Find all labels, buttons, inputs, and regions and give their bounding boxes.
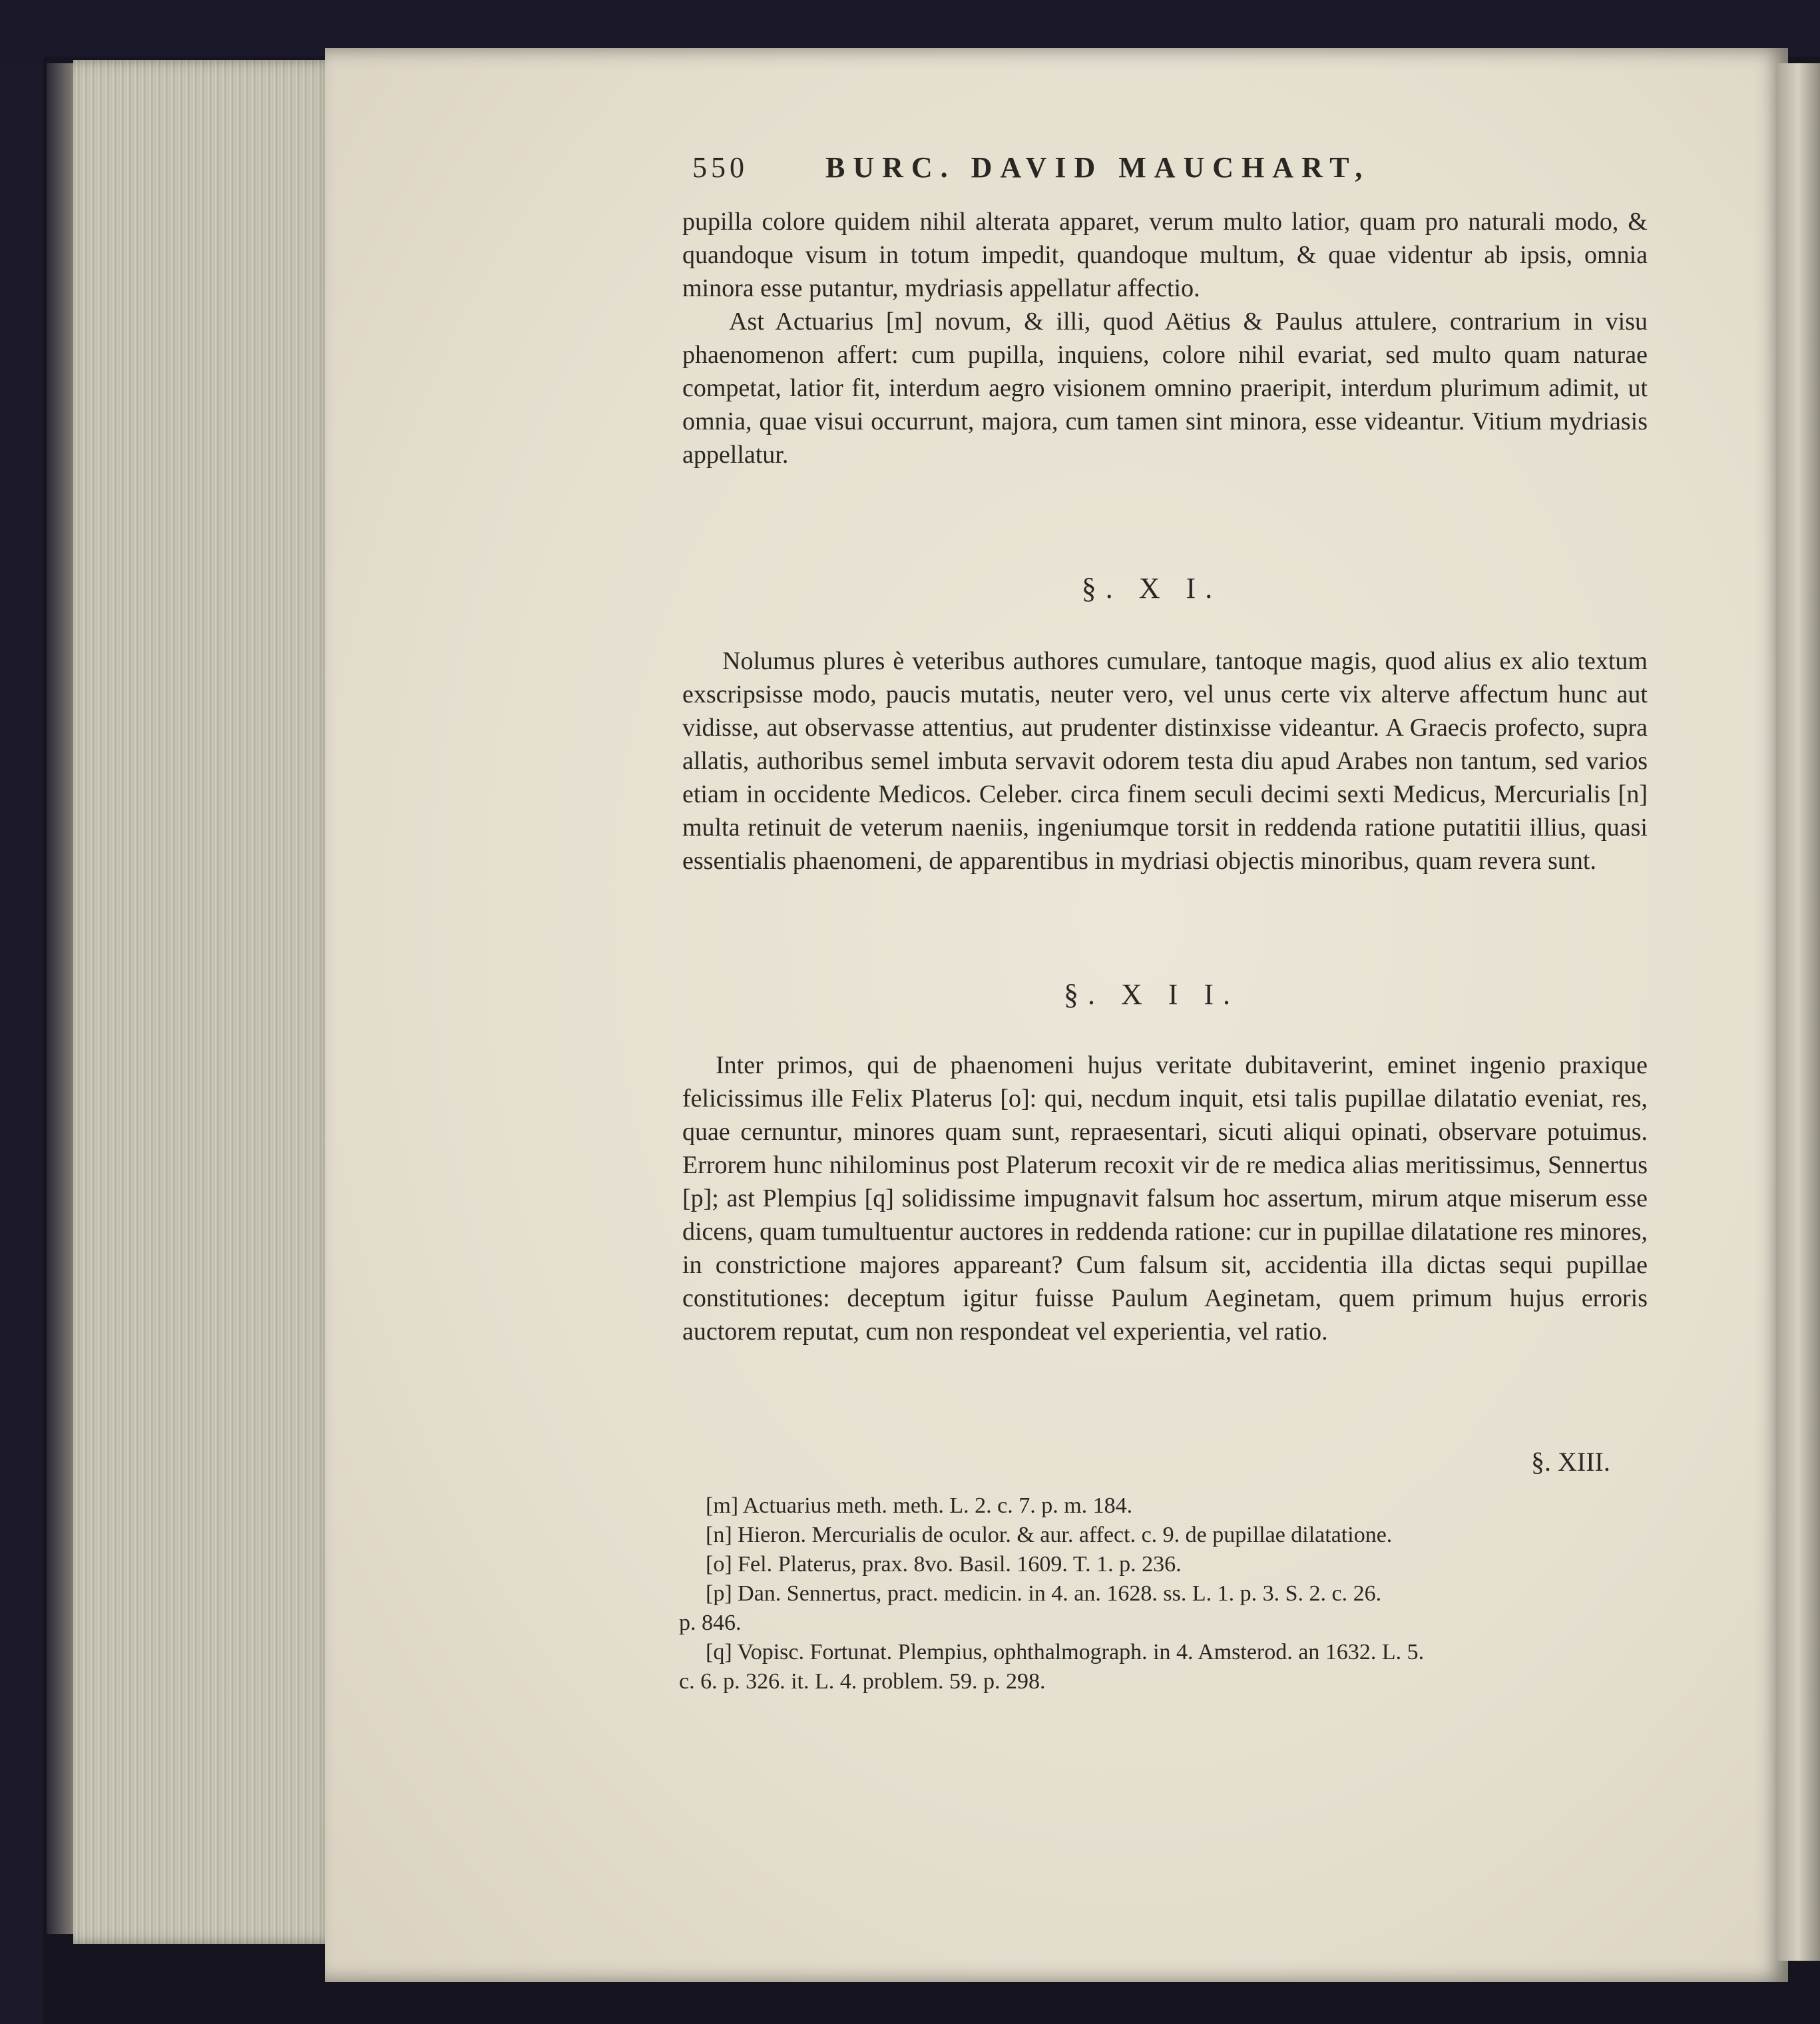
section-11-text (682, 644, 1648, 878)
footnote-p-continuation: p. 846. (679, 1611, 742, 1635)
top-text-block (682, 205, 1648, 471)
footnote-p: [p] Dan. Sennertus, pract. medicin. in 4. an. 1628. ss. L. 1. p. 3. S. 2. c. 26. (706, 1581, 1382, 1606)
facing-page-edge (1776, 63, 1820, 1961)
section-12-text (682, 1049, 1648, 1348)
section-heading-12: §. X I I. (1063, 978, 1240, 1011)
footnotes (679, 1491, 1658, 1696)
catchword: §. XIII. (1531, 1447, 1610, 1477)
section-heading-11: §. X I. (1081, 572, 1222, 605)
running-header (692, 150, 1491, 190)
footnote-q: [q] Vopisc. Fortunat. Plempius, ophthalmograph. in 4. Amsterod. an 1632. L. 5. (706, 1640, 1425, 1664)
page-block-edges (73, 60, 336, 1944)
section-11-paragraph: Nolumus plures è veteribus authores cumulare, tantoque magis, quod alius ex alio textum exscripsisse modo, paucis mutatis, neuter vero, vel unus certe vix alterve affectum hunc aut vidisse, aut observasse attentius, aut prudenter distinxisse videantur. A Graecis profecto, supra allatis, authoribus semel imbuta servavit odorem testa diu apud Arabes non tantum, sed varios etiam in occidente Medicos. Celeber. circa finem seculi decimi sexti Medicus, Mercurialis [n] multa retinuit de veterum naeniis, ingeniumque torsit in reddenda ratione putatitii illius, quasi essentialis phaenomeni, de apparentibus in mydriasi objectis minoribus, quam revera sunt. (682, 647, 1648, 875)
footnote-o: [o] Fel. Platerus, prax. 8vo. Basil. 1609. T. 1. p. 236. (706, 1552, 1182, 1577)
footnote-n: [n] Hieron. Mercurialis de oculor. & aur. affect. c. 9. de pupillae dilatatione. (706, 1523, 1393, 1547)
page-number: 550 (692, 151, 748, 184)
running-title: BURC. DAVID MAUCHART, (825, 151, 1371, 184)
paragraph-actuarius: Ast Actuarius [m] novum, & illi, quod Aëtius & Paulus attulere, contrarium in visu phaenomenon affert: cum pupilla, inquiens, colore nihil evariat, sed multo quam naturae competat, latior fit, interdum aegro visionem omnino praeripit, interdum plurimum adimit, ut omnia, quae visui occurrunt, majora, cum tamen sint minora, esse videantur. Vitium mydriasis appellatur. (682, 308, 1648, 469)
paragraph-continuation: pupilla colore quidem nihil alterata apparet, verum multo latior, quam pro naturali modo, & quandoque visum in totum impedit, quandoque multum, & quae videntur ab ipsis, omnia minora esse putantur, mydriasis appellatur affectio. (682, 208, 1648, 302)
section-12-paragraph: Inter primos, qui de phaenomeni hujus veritate dubitaverint, eminet ingenio praxique felicissimus ille Felix Platerus [o]: qui, necdum inquit, etsi talis pupillae dilatatio eveniat, res, quae cernuntur, minores quam sunt, repraesentari, sicuti aliqui opinati, observare potuimus. Errorem hunc nihilominus post Platerum recoxit vir de re medica alias meritissimus, Sennertus [p]; ast Plempius [q] solidissime impugnavit falsum hoc assertum, mirum atque miserum esse dicens, quam tumultuentur auctores in reddenda ratione: cur in pupillae dilatatione res minores, in constrictione majores appareant? Cum falsum sit, accidentia illa dictas sequi pupillae constitutiones: deceptum igitur fuisse Paulum Aeginetam, quem primum hujus erroris auctorem reputat, cum non respondeat vel experientia, vel ratio. (682, 1051, 1648, 1346)
footnote-q-continuation: c. 6. p. 326. it. L. 4. problem. 59. p. 298. (679, 1669, 1046, 1694)
footnote-m: [m] Actuarius meth. meth. L. 2. c. 7. p. m. 184. (706, 1493, 1133, 1518)
